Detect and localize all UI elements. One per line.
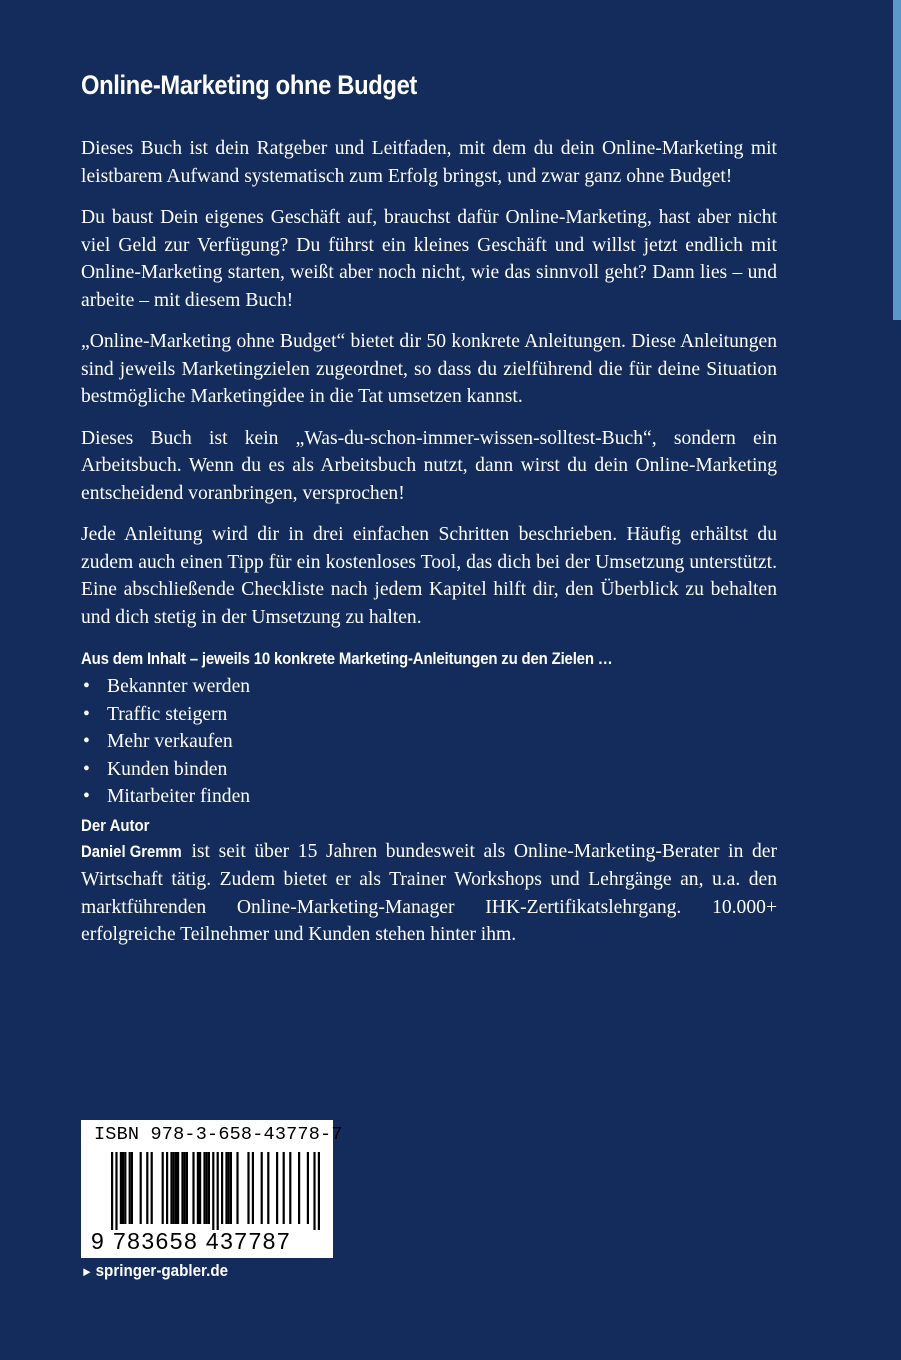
barcode-bar bbox=[289, 1152, 291, 1224]
back-cover-text bbox=[81, 70, 777, 949]
barcode-bar bbox=[276, 1152, 278, 1224]
isbn-barcode bbox=[81, 1120, 343, 1258]
barcode-bar bbox=[199, 1152, 201, 1224]
bullet-icon: • bbox=[83, 703, 90, 725]
paragraph-intro: Dieses Buch ist dein Ratgeber und Leitfaden, mit dem du dein Online-Marketing mit leistbarem Aufwand systematisch zum Erfolg bringst, und zwar ganz ohne Budget! bbox=[81, 138, 777, 187]
list-item: • Traffic steigern bbox=[81, 701, 777, 729]
isbn-label: ISBN 978-3-658-43778-7 bbox=[94, 1124, 343, 1145]
paragraph-target-audience: Du baust Dein eigenes Geschäft auf, brauchst dafür Online-Marketing, hast aber nicht viel Geld zur Verfügung? Du führst ein kleines Geschäft und willst jetzt endlich mit Online-Marketing starten, weißt aber noch nicht, wie das sinnvoll geht? Dann lies – und arbeite – mit diesem Buch! bbox=[81, 207, 777, 311]
contents-heading: Aus dem Inhalt – jeweils 10 konkrete Marketing-Anleitungen zu den Zielen … bbox=[81, 650, 613, 668]
barcode-bar bbox=[225, 1152, 227, 1224]
barcode-bar bbox=[175, 1152, 177, 1224]
barcode-bar bbox=[283, 1152, 285, 1224]
list-item: • Bekannter werden bbox=[81, 673, 777, 701]
barcode-bar bbox=[166, 1152, 168, 1224]
author-heading: Der Autor bbox=[81, 816, 150, 835]
paragraph-workbook: Dieses Buch ist kein „Was-du-schon-immer-wissen-solltest-Buch“, sondern ein Arbeitsbuch. Wenn du es als Arbeitsbuch nutzt, dann wirst du dein Online-Marketing entscheidend voranbringen, versprochen! bbox=[81, 427, 777, 504]
barcode-bar bbox=[162, 1152, 164, 1224]
bullet-icon: • bbox=[83, 758, 90, 780]
bullet-icon: • bbox=[83, 731, 90, 753]
author-bio: Daniel Gremm ist seit über 15 Jahren bundesweit als Online-Marketing-Berater in der Wirtschaft tätig. Zudem bietet er als Trainer Workshops und Lehrgänge an, u.a. den marktführenden Online-Marketing-Manager IHK-Zertifikatslehrgang. 10.000+ erfolgreiche Teilnehmer und Kunden stehen hinter ihm. bbox=[81, 840, 777, 946]
barcode-bar bbox=[192, 1152, 194, 1224]
barcode-bar bbox=[177, 1152, 179, 1224]
list-item: • Kunden binden bbox=[81, 756, 777, 784]
barcode-bar bbox=[173, 1152, 175, 1224]
author-name: Daniel Gremm bbox=[81, 842, 182, 861]
barcode-bar bbox=[267, 1152, 269, 1224]
list-item: • Mehr verkaufen bbox=[81, 728, 777, 756]
barcode-bar bbox=[206, 1152, 208, 1224]
contents-list bbox=[81, 673, 777, 811]
book-title: Online-Marketing ohne Budget bbox=[81, 70, 417, 100]
barcode-bar bbox=[140, 1152, 142, 1224]
barcode-bar bbox=[131, 1152, 133, 1224]
paragraph-steps: Jede Anleitung wird dir in drei einfachen Schritten beschrieben. Häufig erhältst du zudem auch einen Tipp für ein kostenloses Tool, das dich bei der Umsetzung unterstützt. Eine abschließende Checkliste nach jedem Kapitel hilft dir, den Überblick zu behalten und dich stetig in der Umsetzung zu halten. bbox=[81, 524, 777, 628]
barcode-bar bbox=[236, 1152, 238, 1224]
barcode-bar bbox=[197, 1152, 199, 1224]
barcode-bar bbox=[181, 1152, 183, 1224]
barcode-bar bbox=[146, 1152, 148, 1224]
barcode-bar bbox=[252, 1152, 254, 1224]
barcode-bar bbox=[307, 1152, 309, 1224]
barcode-bar bbox=[208, 1152, 210, 1224]
barcode-bar bbox=[228, 1152, 230, 1224]
paragraph-instructions: „Online-Marketing ohne Budget“ bietet dir 50 konkrete Anleitungen. Diese Anleitungen sind jeweils Marketingzielen zugeordnet, so dass du zielführend die für deine Situation bestmögliche Marketingidee in die Tat umsetzen kannst. bbox=[81, 331, 777, 407]
publisher-link[interactable] bbox=[81, 1262, 228, 1281]
barcode-bar bbox=[221, 1152, 223, 1224]
barcode-bar bbox=[313, 1152, 315, 1230]
barcode-bar bbox=[217, 1152, 219, 1230]
barcode-bar bbox=[170, 1152, 172, 1224]
barcode-digits: 9 783658 437787 bbox=[91, 1228, 292, 1254]
barcode-bars bbox=[81, 1152, 333, 1230]
bullet-icon: • bbox=[83, 786, 90, 808]
barcode-bar bbox=[184, 1152, 186, 1224]
barcode-bar bbox=[129, 1152, 131, 1224]
arrow-icon: ► bbox=[81, 1264, 93, 1279]
barcode-bar bbox=[212, 1152, 214, 1230]
barcode-bar bbox=[203, 1152, 205, 1224]
barcode-bar bbox=[115, 1152, 117, 1230]
barcode-bar bbox=[230, 1152, 232, 1224]
accent-stripe bbox=[893, 0, 901, 320]
barcode-bar bbox=[298, 1152, 300, 1224]
barcode-bar bbox=[111, 1152, 113, 1230]
barcode-bar bbox=[151, 1152, 153, 1224]
barcode-bar bbox=[124, 1152, 126, 1224]
barcode-bar bbox=[186, 1152, 188, 1224]
barcode-bar bbox=[261, 1152, 263, 1224]
bullet-icon: • bbox=[83, 676, 90, 697]
publisher-url: springer-gabler.de bbox=[95, 1262, 229, 1280]
barcode-bar bbox=[247, 1152, 249, 1224]
barcode-bar bbox=[122, 1152, 124, 1224]
list-item: • Mitarbeiter finden bbox=[81, 783, 777, 811]
barcode-bar bbox=[120, 1152, 122, 1224]
barcode-bar bbox=[318, 1152, 320, 1230]
